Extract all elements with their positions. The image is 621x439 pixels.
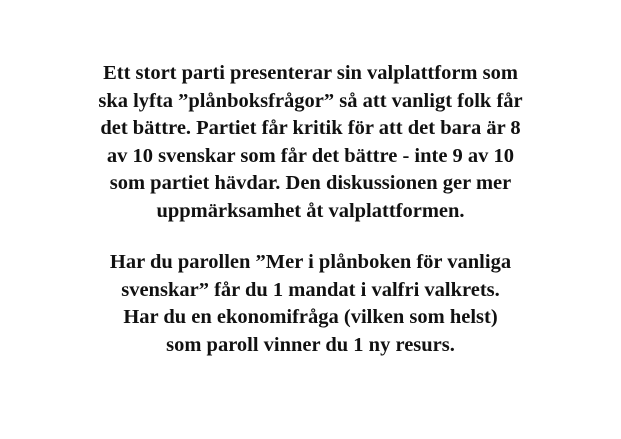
description-line: som partiet hävdar. Den diskussionen ger mer [109,172,512,195]
rules-line: Har du parollen ”Mer i plånboken för vanliga [109,251,512,273]
description-line: uppmärksamhet åt valplattformen. [156,199,465,222]
rules-line: svenskar” får du 1 mandat i valfri valkrets. [121,278,500,301]
card-description [0,60,621,226]
card-rules [0,249,621,359]
rules-line: Har du en ekonomifråga (vilken som helst) [123,306,498,329]
description-line: av 10 svenskar som får det bättre - inte 9 av 10 [106,144,515,167]
description-line: Ett stort parti presenterar sin valplattform som [103,62,518,84]
description-line: det bättre. Partiet får kritik för att det bara är 8 [100,117,521,140]
rules-line: som paroll vinner du 1 ny resurs. [166,333,455,356]
description-line: ska lyfta ”plånboksfrågor” så att vanligt folk får [98,89,523,112]
